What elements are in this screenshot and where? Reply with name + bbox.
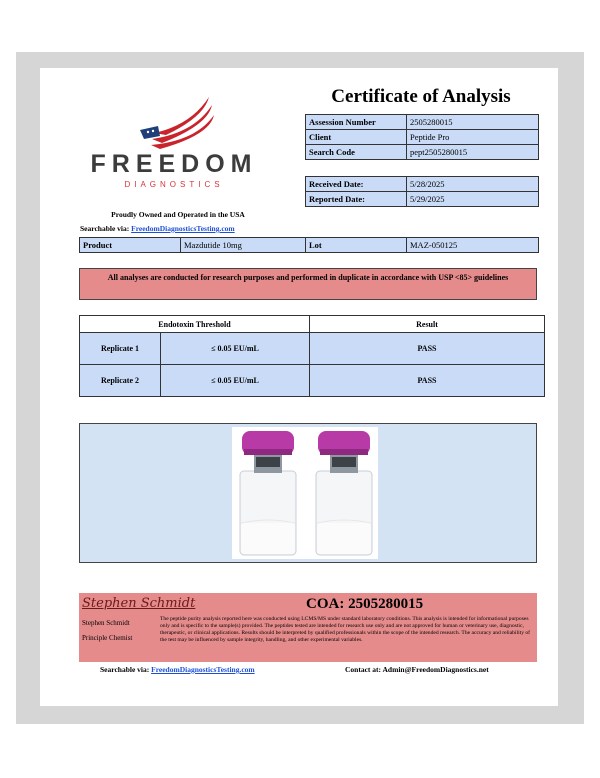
signature: Stephen Schmidt: [82, 596, 196, 611]
received-label: Received Date:: [306, 177, 407, 192]
replicate-result: PASS: [310, 365, 545, 397]
table-row: [80, 365, 545, 397]
searchable-label: Searchable via:: [100, 665, 150, 674]
info-table: [305, 114, 539, 160]
accession-value: 2505280015: [407, 115, 539, 130]
signer-role: Principle Chemist: [82, 634, 133, 642]
info-row-accession: [306, 115, 539, 130]
product-label: Product: [80, 238, 181, 253]
table-row: [80, 333, 545, 365]
replicate-name: Replicate 1: [80, 333, 161, 365]
search-code-value: pept2505280015: [407, 145, 539, 160]
result-header: Result: [310, 316, 545, 333]
replicate-name: Replicate 2: [80, 365, 161, 397]
lot-value: MAZ-050125: [407, 238, 539, 253]
coa-number: COA: 2505280015: [306, 596, 424, 612]
replicate-result: PASS: [310, 333, 545, 365]
lot-row: [306, 238, 539, 253]
contact-email: Contact at: Admin@FreedomDiagnostics.net: [345, 665, 489, 674]
tagline: Proudly Owned and Operated in the USA: [111, 210, 245, 219]
website-link[interactable]: FreedomDiagnosticsTesting.com: [151, 665, 255, 674]
searchable-bottom: [100, 665, 255, 674]
searchable-top: [80, 224, 235, 233]
accession-label: Assession Number: [306, 115, 407, 130]
lot-label: Lot: [306, 238, 407, 253]
received-row: [306, 177, 539, 192]
signer-name: Stephen Schmidt: [82, 619, 130, 627]
vial-photo-icon: [232, 427, 378, 559]
info-row-search-code: [306, 145, 539, 160]
reported-value: 5/29/2025: [407, 192, 539, 207]
results-table: [79, 315, 545, 397]
brand-name: FREEDOM: [90, 150, 258, 178]
product-row: [80, 238, 313, 253]
threshold-header: Endotoxin Threshold: [80, 316, 310, 333]
client-label: Client: [306, 130, 407, 145]
search-code-label: Search Code: [306, 145, 407, 160]
received-value: 5/28/2025: [407, 177, 539, 192]
brand-subtitle: DIAGNOSTICS: [124, 180, 224, 189]
info-row-client: [306, 130, 539, 145]
replicate-threshold: ≤ 0.05 EU/mL: [161, 333, 310, 365]
product-value: Mazdutide 10mg: [181, 238, 313, 253]
lot-table: [305, 237, 539, 253]
client-value: Peptide Pro: [407, 130, 539, 145]
dates-table: [305, 176, 539, 207]
page-title: Certificate of Analysis: [331, 86, 511, 107]
usp-notice: All analyses are conducted for research purposes and performed in duplicate in accordance with USP <85> guidelines: [79, 268, 537, 300]
results-header-row: [80, 316, 545, 333]
reported-row: [306, 192, 539, 207]
disclaimer-text: The peptide purity analysis reported here was conducted using LCMS/MS under standard laboratory conditions. This analysis is intended for informational purposes only and is specific to the sample(s) provided. The peptides tested are intended for research use only and are not approved for human or veterinary use, diagnostic, therapeutic, or clinical applications. Results should be interpreted by qualified professionals within the scope of the intended research. The accuracy and reliability of the test may be influenced by sample integrity, handling, and other experimental variables.: [160, 616, 531, 644]
product-table: [79, 237, 313, 253]
replicate-threshold: ≤ 0.05 EU/mL: [161, 365, 310, 397]
website-link[interactable]: FreedomDiagnosticsTesting.com: [131, 224, 235, 233]
reported-label: Reported Date:: [306, 192, 407, 207]
searchable-label: Searchable via:: [80, 224, 130, 233]
